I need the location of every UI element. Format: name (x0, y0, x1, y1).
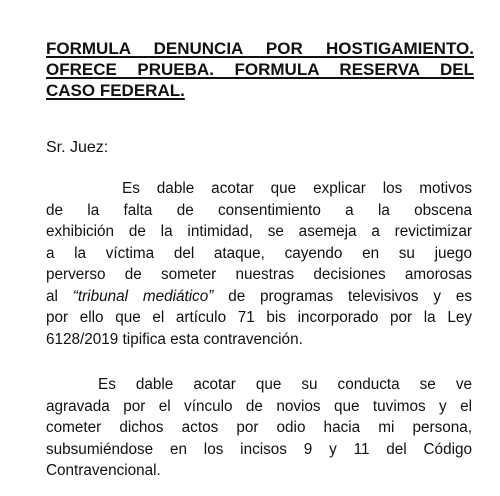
heading-line: FORMULA DENUNCIA POR HOSTIGAMIENTO. (46, 39, 474, 58)
paragraph-line: de la falta de consentimiento a la obscena (46, 201, 472, 219)
paragraph-line: por ello que el artículo 71 bis incorporado por la Ley (46, 309, 472, 326)
salutation: Sr. Juez: (46, 139, 109, 156)
paragraph-1 (46, 178, 472, 350)
paragraph-line: Es dable acotar que su conducta se ve (98, 376, 472, 393)
paragraph-2 (46, 374, 472, 482)
paragraph-line: a la víctima del ataque, cayendo en su juego (46, 244, 472, 262)
paragraph-line: perverso de someter nuestras decisiones amorosas (46, 266, 472, 283)
text-segment: al (46, 287, 73, 305)
italic-quote: “tribunal mediático” (72, 287, 214, 305)
paragraph-line: Es dable acotar que explicar los motivos (122, 180, 472, 197)
paragraph-line: 6128/2019 tipifica esta contravención. (46, 330, 303, 348)
heading-line: CASO FEDERAL. (46, 81, 185, 100)
heading-line: OFRECE PRUEBA. FORMULA RESERVA DEL (46, 60, 474, 79)
paragraph-line: cometer dichos actos por odio hacia mi persona, (46, 419, 472, 436)
paragraph-line: agravada por el vínculo de novios que tuvimos y el (46, 397, 472, 415)
text-segment: de programas televisivos y es (213, 287, 473, 305)
document-heading (46, 38, 474, 101)
paragraph-line: Contravencional. (46, 462, 161, 479)
paragraph-line: subsumiéndose en los incisos 9 y 11 del Código (46, 440, 472, 458)
paragraph-line-with-italic (46, 286, 472, 308)
paragraph-line: exhibición de la intimidad, se asemeja a revictimizar (46, 223, 472, 240)
